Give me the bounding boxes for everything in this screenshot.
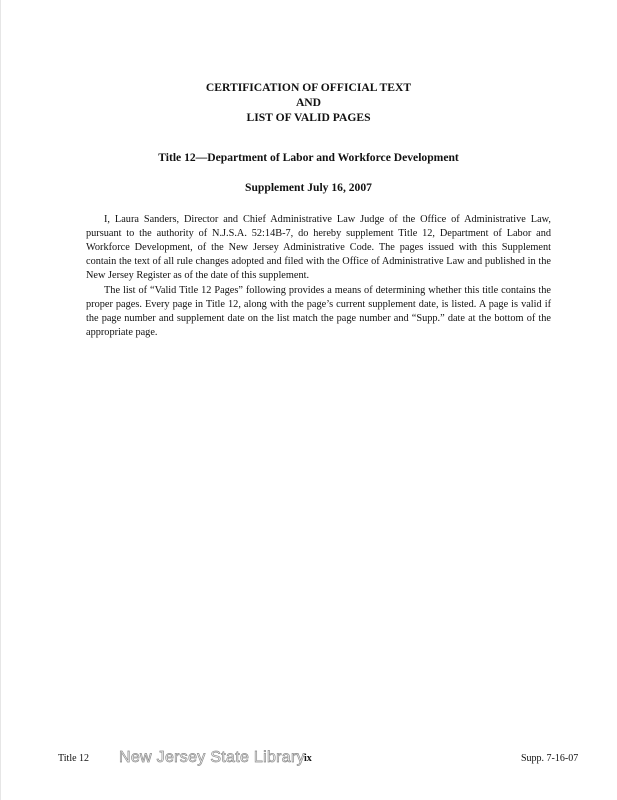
supplement-date-line: Supplement July 16, 2007 <box>245 181 372 194</box>
footer-title: Title 12 <box>58 753 90 764</box>
footer-page-number: ix <box>304 753 312 764</box>
certification-heading-line-1: CERTIFICATION OF OFFICIAL TEXT <box>205 81 412 94</box>
library-watermark: New Jersey State Library <box>119 749 305 766</box>
certification-heading-line-3: LIST OF VALID PAGES <box>246 111 371 124</box>
certification-heading-line-2: AND <box>295 96 322 109</box>
footer-supplement-date: Supp. 7-16-07 <box>521 753 579 764</box>
certification-paragraph: I, Laura Sanders, Director and Chief Administrative Law Judge of the Office of Administrative Law, pursuant to the authority of N.J.S.A. 52:14B-7, do hereby supplement Title 12, Department of Labor and Workforce Development, of the New Jersey Administrative Code. The pages issued with this Supplement contain the text of all rule changes adopted and filed with the Office of Administrative Law and published in the New Jersey Register as of the date of this supplement. <box>86 214 551 281</box>
title-line: Title 12—Department of Labor and Workforce Development <box>158 151 459 164</box>
valid-pages-paragraph: The list of “Valid Title 12 Pages” following provides a means of determining whether this title contains the proper pages. Every page in Title 12, along with the page’s current supplement date, is listed. A page is valid if the page number and supplement date on the list match the page number and “Supp.” date at the bottom of the appropriate page. <box>86 285 551 338</box>
